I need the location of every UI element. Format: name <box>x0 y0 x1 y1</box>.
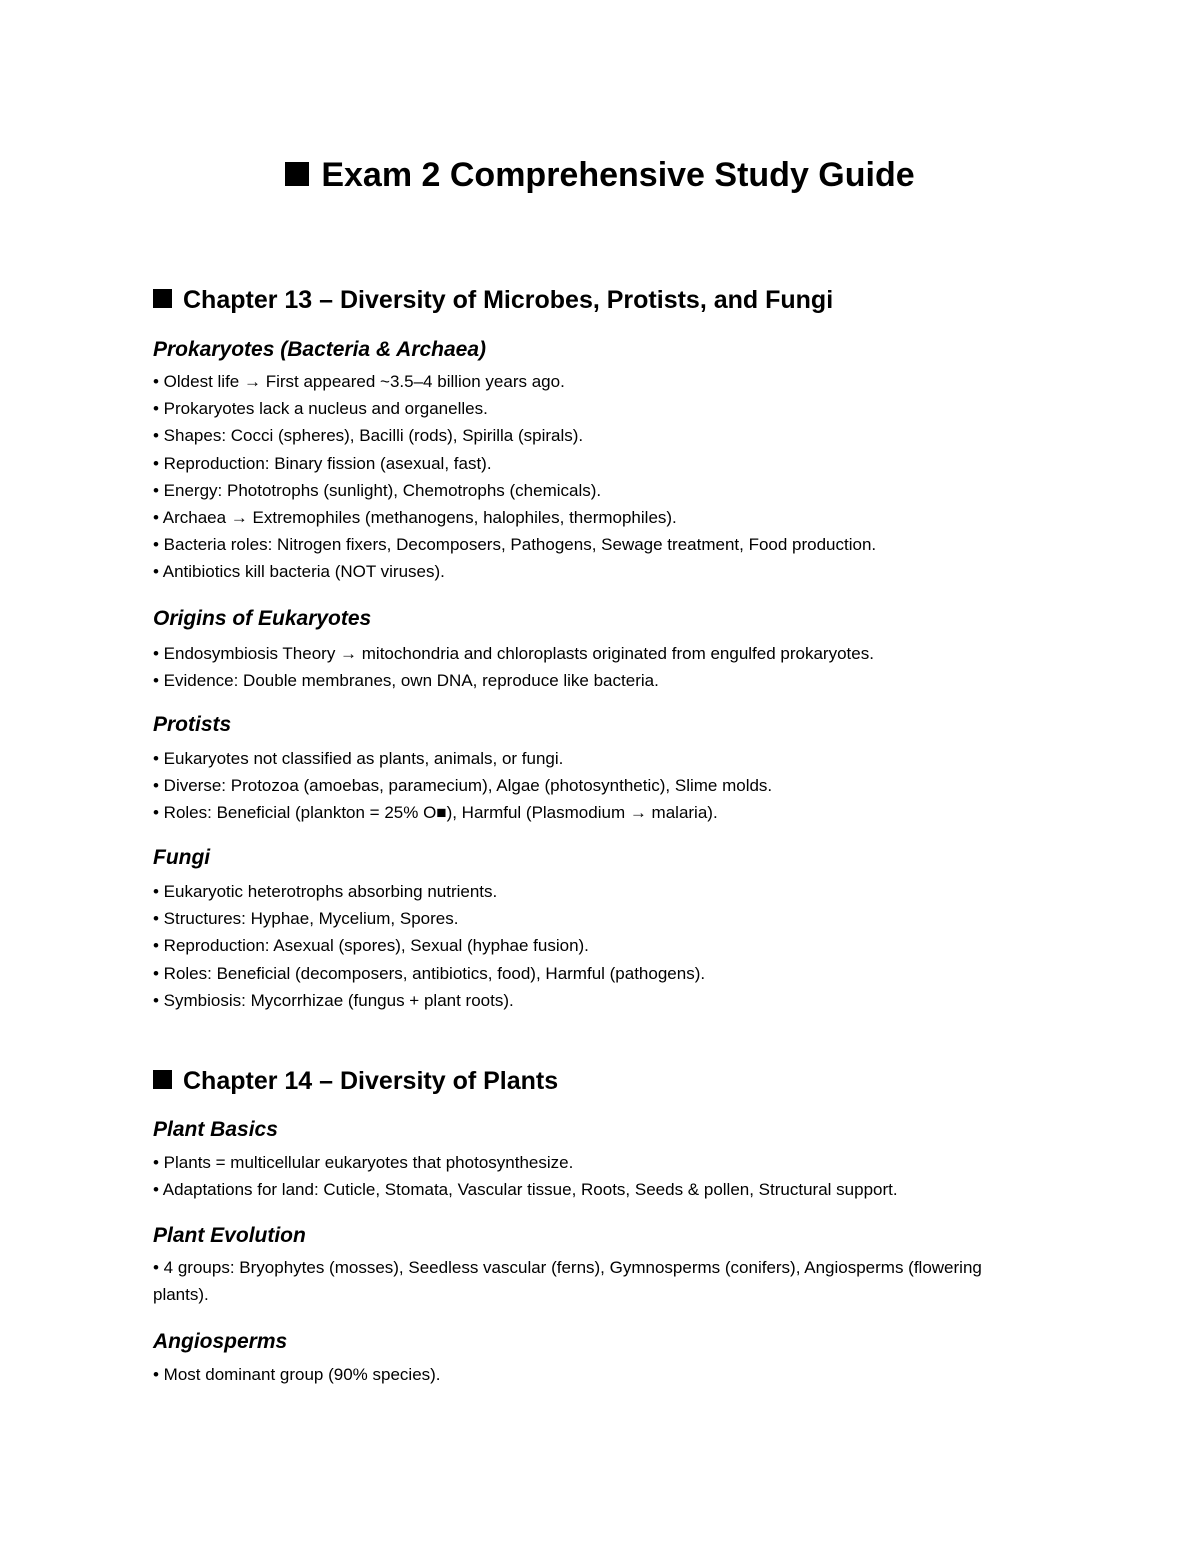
section-heading-plant-basics: Plant Basics <box>153 1118 278 1141</box>
section-heading-plant-evolution: Plant Evolution <box>153 1224 306 1247</box>
list-item: • Most dominant group (90% species). <box>153 1365 441 1384</box>
section-heading-prokaryotes: Prokaryotes (Bacteria & Archaea) <box>153 338 487 361</box>
chapter-14-heading <box>153 1065 558 1097</box>
list-item: • Evidence: Double membranes, own DNA, reproduce like bacteria. <box>153 671 659 691</box>
square-bullet-icon <box>285 162 309 186</box>
chapter-heading-text: Chapter 14 – Diversity of Plants <box>183 1067 559 1095</box>
list-item: • Roles: Beneficial (plankton = 25% O■), Harmful (Plasmodium → malaria). <box>153 803 718 823</box>
list-item: • Oldest life → First appeared ~3.5–4 billion years ago. <box>153 372 565 391</box>
bullet-list-angiosperms <box>153 1361 1033 1388</box>
list-item: • Eukaryotic heterotrophs absorbing nutrients. <box>153 882 498 901</box>
list-item: • Eukaryotes not classified as plants, animals, or fungi. <box>153 749 564 768</box>
list-item: • Endosymbiosis Theory → mitochondria and chloroplasts originated from engulfed prokaryotes. <box>153 644 874 663</box>
chapter-13-heading <box>153 284 833 316</box>
bullet-list-plant-basics <box>153 1149 1033 1203</box>
list-item: • Bacteria roles: Nitrogen fixers, Decomposers, Pathogens, Sewage treatment, Food production. <box>153 535 877 555</box>
list-item: • Shapes: Cocci (spheres), Bacilli (rods), Spirilla (spirals). <box>153 426 584 446</box>
square-bullet-icon <box>153 1070 172 1089</box>
document-title <box>0 153 1200 197</box>
list-item: • Plants = multicellular eukaryotes that photosynthesize. <box>153 1153 574 1172</box>
list-item: • Prokaryotes lack a nucleus and organelles. <box>153 399 488 419</box>
section-heading-fungi: Fungi <box>153 846 211 869</box>
list-item: • Reproduction: Asexual (spores), Sexual (hyphae fusion). <box>153 936 589 956</box>
bullet-list-plant-evolution <box>153 1254 1033 1308</box>
section-heading-angiosperms: Angiosperms <box>153 1330 288 1353</box>
list-item: • Structures: Hyphae, Mycelium, Spores. <box>153 909 459 929</box>
section-heading-origins-of-eukaryotes: Origins of Eukaryotes <box>153 607 372 630</box>
list-item: • 4 groups: Bryophytes (mosses), Seedless vascular (ferns), Gymnosperms (conifers), Angiosperms (flowering plants). <box>153 1258 982 1305</box>
section-heading-protists: Protists <box>153 713 232 736</box>
list-item: • Diverse: Protozoa (amoebas, paramecium), Algae (photosynthetic), Slime molds. <box>153 776 773 796</box>
document-title-text: Exam 2 Comprehensive Study Guide <box>321 156 915 194</box>
list-item: • Energy: Phototrophs (sunlight), Chemotrophs (chemicals). <box>153 480 602 500</box>
bullet-list-fungi <box>153 878 1033 1014</box>
list-item: • Roles: Beneficial (decomposers, antibiotics, food), Harmful (pathogens). <box>153 963 706 983</box>
list-item: • Adaptations for land: Cuticle, Stomata, Vascular tissue, Roots, Seeds & pollen, Structural support. <box>153 1180 898 1200</box>
list-item: • Reproduction: Binary fission (asexual, fast). <box>153 453 492 473</box>
list-item: • Archaea → Extremophiles (methanogens, halophiles, thermophiles). <box>153 508 677 528</box>
square-bullet-icon <box>153 289 172 308</box>
bullet-list-origins-of-eukaryotes <box>153 640 1033 694</box>
bullet-list-prokaryotes <box>153 368 1033 586</box>
list-item: • Symbiosis: Mycorrhizae (fungus + plant roots). <box>153 990 514 1010</box>
bullet-list-protists <box>153 745 1033 827</box>
list-item: • Antibiotics kill bacteria (NOT viruses). <box>153 562 445 582</box>
chapter-heading-text: Chapter 13 – Diversity of Microbes, Protists, and Fungi <box>183 286 834 314</box>
